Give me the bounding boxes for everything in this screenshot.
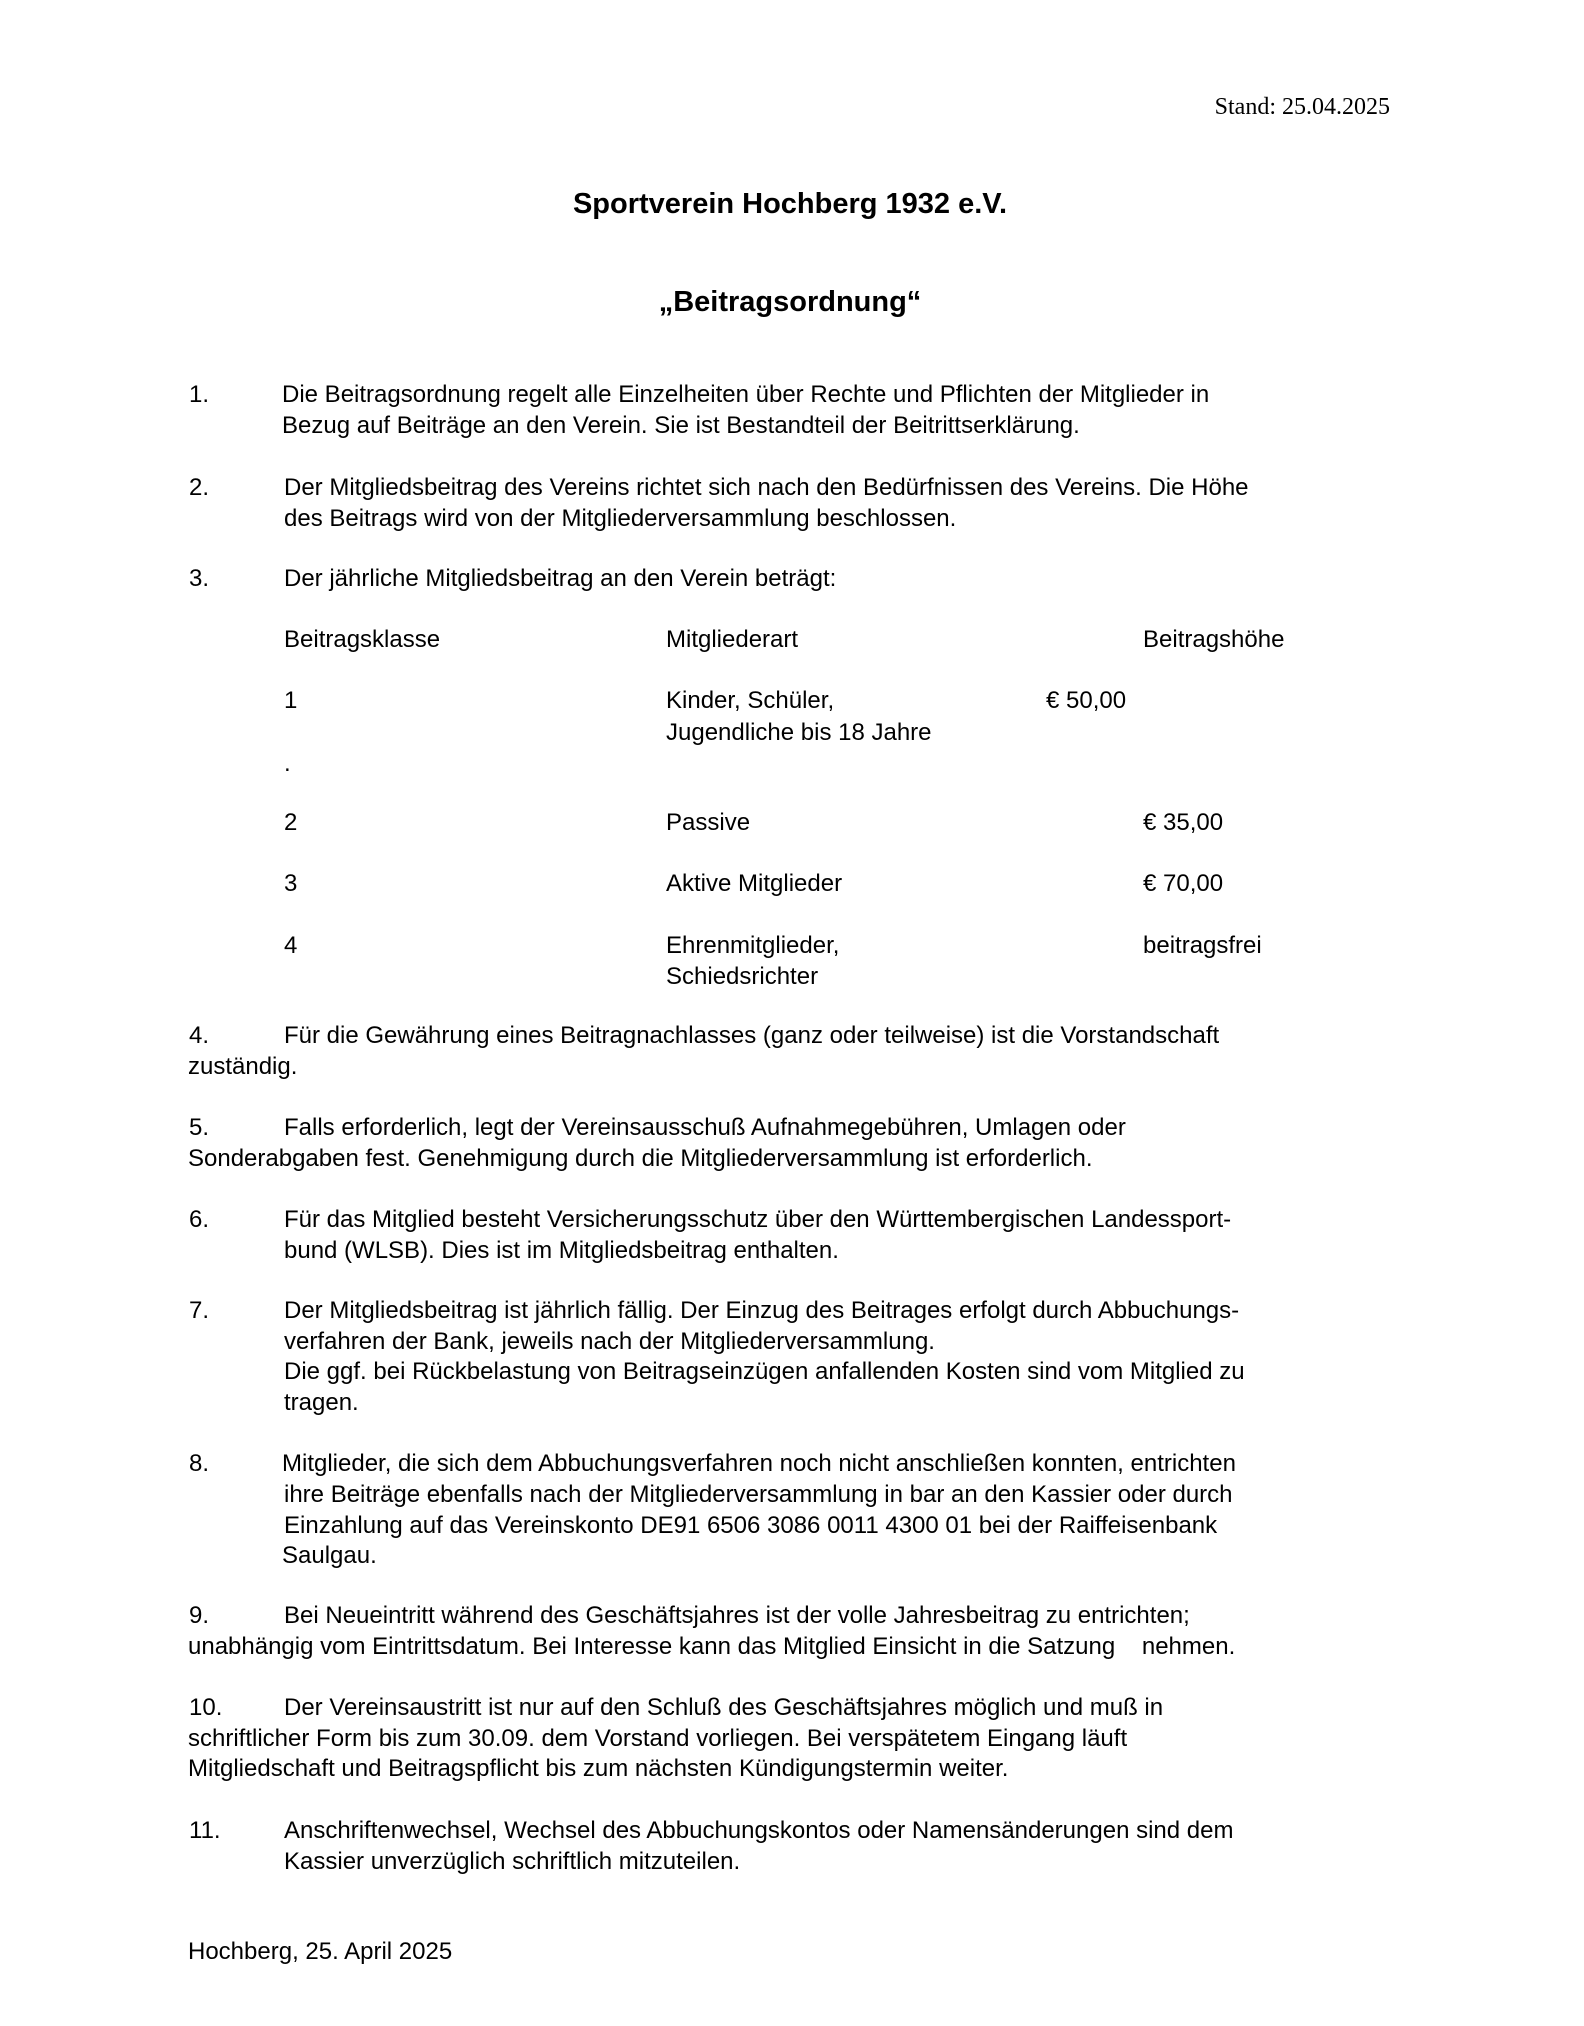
item-number: 2.	[189, 474, 210, 501]
header-mitgliederart: Mitgliederart	[666, 626, 799, 653]
item-text: Die Beitragsordnung regelt alle Einzelheiten über Rechte und Pflichten der Mitglieder in	[282, 381, 1210, 408]
row-art: Kinder, Schüler,	[666, 687, 835, 714]
item-number: 9.	[189, 1602, 210, 1629]
item-text: zuständig.	[188, 1053, 298, 1080]
row-art: Passive	[666, 809, 751, 836]
item-text: unabhängig vom Eintrittsdatum. Bei Interesse kann das Mitglied Einsicht in die Satzung nehmen.	[188, 1633, 1236, 1660]
row-klasse: 4	[284, 932, 298, 959]
item-text: Falls erforderlich, legt der Vereinsausschuß Aufnahmegebühren, Umlagen oder	[284, 1114, 1126, 1141]
item-text: bund (WLSB). Dies ist im Mitgliedsbeitrag enthalten.	[284, 1237, 839, 1264]
item-text: Der Mitgliedsbeitrag ist jährlich fällig. Der Einzug des Beitrages erfolgt durch Abbuchungs-	[284, 1297, 1240, 1324]
item-text: ihre Beiträge ebenfalls nach der Mitgliederversammlung in bar an den Kassier oder durch	[284, 1481, 1233, 1508]
document-title: Sportverein Hochberg 1932 e.V.	[572, 188, 1008, 220]
item-number: 8.	[189, 1450, 210, 1477]
item-text: Kassier unverzüglich schriftlich mitzuteilen.	[284, 1848, 741, 1875]
row-hoehe: € 70,00	[1143, 870, 1224, 897]
header-beitragsklasse: Beitragsklasse	[284, 626, 441, 653]
item-text: Für das Mitglied besteht Versicherungsschutz über den Württembergischen Landessport-	[284, 1206, 1232, 1233]
row-art: Schiedsrichter	[666, 963, 819, 990]
row-art: Aktive Mitglieder	[666, 870, 843, 897]
item-number: 5.	[189, 1114, 210, 1141]
row-hoehe: € 35,00	[1143, 809, 1224, 836]
row-hoehe: € 50,00	[1046, 687, 1127, 714]
item-number: 3.	[189, 565, 210, 592]
stray-dot: .	[284, 750, 291, 777]
stand-date: Stand: 25.04.2025	[1214, 94, 1390, 120]
document-subtitle: „Beitragsordnung“	[658, 286, 922, 318]
item-text: Mitgliedschaft und Beitragspflicht bis zum nächsten Kündigungstermin weiter.	[188, 1755, 1009, 1782]
header-beitragshoehe: Beitragshöhe	[1143, 626, 1285, 653]
row-klasse: 1	[284, 687, 298, 714]
item-number: 6.	[189, 1206, 210, 1233]
item-number: 10.	[189, 1694, 223, 1721]
item-text: Für die Gewährung eines Beitragnachlasses (ganz oder teilweise) ist die Vorstandschaft	[284, 1022, 1220, 1049]
place-date: Hochberg, 25. April 2025	[188, 1938, 453, 1965]
item-text: Saulgau.	[282, 1542, 377, 1569]
item-text: Mitglieder, die sich dem Abbuchungsverfahren noch nicht anschließen konnten, entrichten	[282, 1450, 1236, 1477]
item-number: 1.	[189, 381, 210, 408]
item-text: des Beitrags wird von der Mitgliederversammlung beschlossen.	[284, 505, 957, 532]
item-text: Bezug auf Beiträge an den Verein. Sie ist Bestandteil der Beitrittserklärung.	[282, 412, 1080, 439]
item-text: verfahren der Bank, jeweils nach der Mitgliederversammlung.	[284, 1328, 935, 1355]
item-text: tragen.	[284, 1389, 359, 1416]
item-number: 11.	[189, 1817, 221, 1844]
item-text: schriftlicher Form bis zum 30.09. dem Vorstand vorliegen. Bei verspätetem Eingang läuft	[188, 1725, 1128, 1752]
item-text: Der Vereinsaustritt ist nur auf den Schluß des Geschäftsjahres möglich und muß in	[284, 1694, 1164, 1721]
item-text: Sonderabgaben fest. Genehmigung durch die Mitgliederversammlung ist erforderlich.	[188, 1145, 1093, 1172]
item-text: Der jährliche Mitgliedsbeitrag an den Verein beträgt:	[284, 565, 837, 592]
item-number: 7.	[189, 1297, 210, 1324]
item-text: Bei Neueintritt während des Geschäftsjahres ist der volle Jahresbeitrag zu entrichten;	[284, 1602, 1190, 1629]
item-text: Die ggf. bei Rückbelastung von Beitragseinzügen anfallenden Kosten sind vom Mitglied zu	[284, 1358, 1245, 1385]
row-klasse: 2	[284, 809, 298, 836]
row-art: Ehrenmitglieder,	[666, 932, 840, 959]
row-art: Jugendliche bis 18 Jahre	[666, 719, 932, 746]
row-hoehe: beitragsfrei	[1143, 932, 1262, 959]
item-text: Einzahlung auf das Vereinskonto DE91 6506 3086 0011 4300 01 bei der Raiffeisenbank	[284, 1512, 1218, 1539]
item-number: 4.	[189, 1022, 210, 1049]
row-klasse: 3	[284, 870, 298, 897]
item-text: Der Mitgliedsbeitrag des Vereins richtet sich nach den Bedürfnissen des Vereins. Die Höhe	[284, 474, 1249, 501]
item-text: Anschriftenwechsel, Wechsel des Abbuchungskontos oder Namensänderungen sind dem	[284, 1817, 1234, 1844]
